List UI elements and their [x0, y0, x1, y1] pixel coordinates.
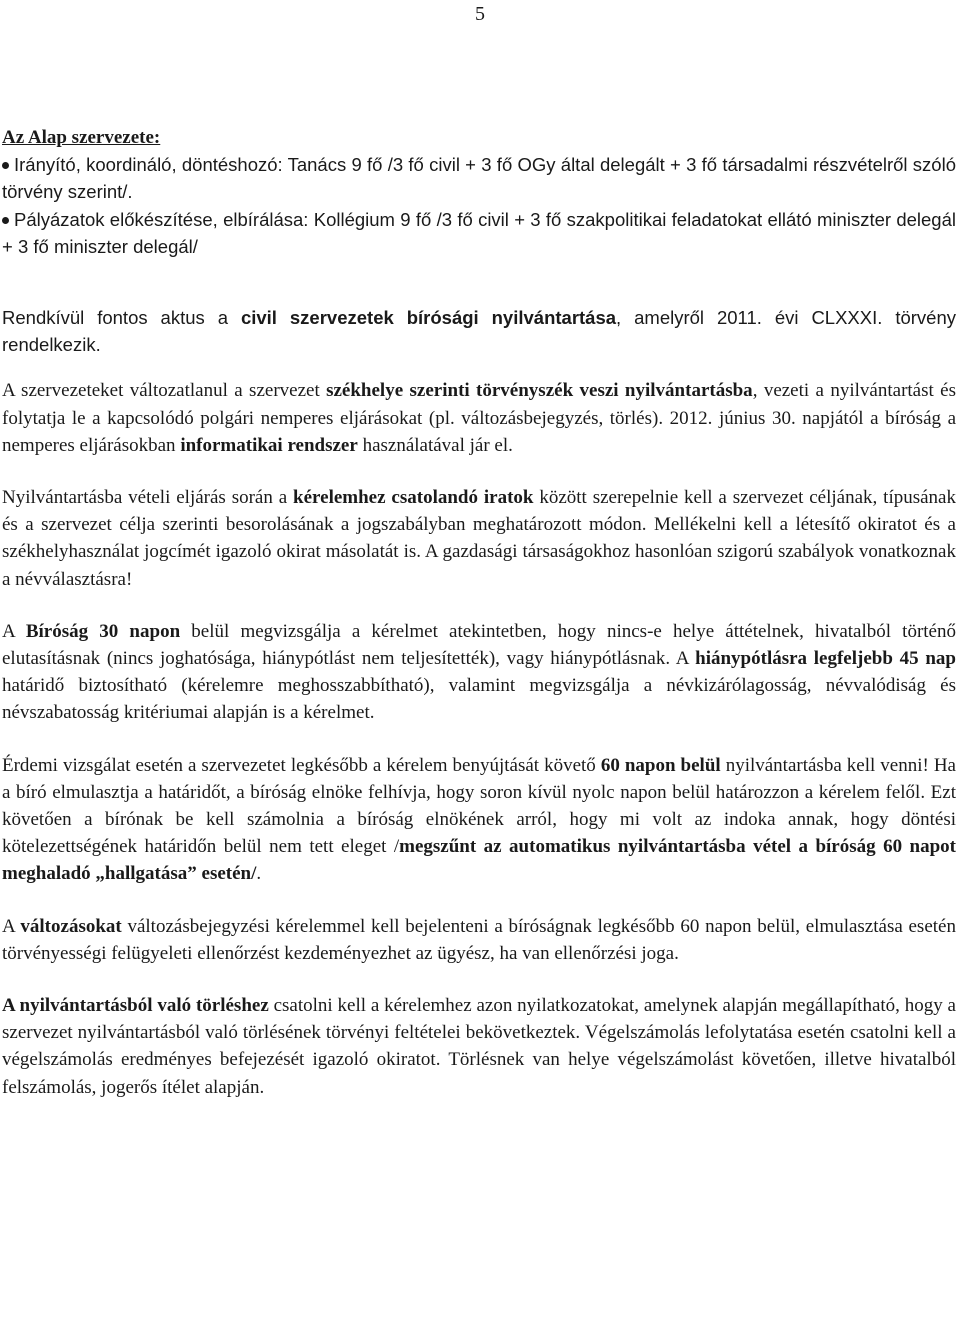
text-run: belül megvizsgálja a kérelmet atekintetben, hogy nincs-e helye áttételnek, hivatalból történő elutasításnak (nincs joghatósága, hiánypótlást nem teljesítették), vagy hiánypótlásnak. A	[2, 620, 956, 670]
paragraph-gap	[2, 888, 956, 913]
text-run: nyilvántartásba kell venni! Ha a bíró elmulasztja a határidőt, a bíróság elnöke felhívja, hogy soron kívül nyolc napon belül határozzon a kérelem felől. Ezt követően a bírónak be kell számolnia a bíróság elnökének arról, hogy mi volt az indoka annak, hogy döntési kötelezettségének határidőn belül nem tett eleget /	[2, 754, 956, 858]
emphasis: változásokat	[20, 915, 122, 937]
paragraph-deletion	[2, 992, 956, 1101]
text-run: A	[2, 915, 21, 937]
page-number: 5	[475, 3, 485, 25]
text-run: Érdemi vizsgálat esetén a szervezetet legkésőbb a kérelem benyújtását követő	[2, 754, 601, 776]
section-spacer	[2, 260, 956, 304]
text-run: Nyilvántartásba vételi eljárás során a	[2, 487, 294, 509]
emphasis: informatikai rendszer	[180, 434, 358, 456]
org-structure-heading: Az Alap szervezete:	[2, 127, 161, 148]
emphasis: hiánypótlásra legfeljebb 45 nap	[695, 648, 956, 670]
text-run: A szervezeteket változatlanul a szervezet	[2, 380, 327, 402]
emphasis: kérelemhez csatolandó iratok	[293, 487, 534, 509]
paragraph-registration	[2, 304, 956, 358]
text-run: A	[2, 620, 26, 642]
document-body	[2, 124, 956, 1101]
text-run: között szerepelnie kell a szervezet céljának, típusának és a szervezet célja szerinti besorolásának a jogszabályban meghatározott módon. Mellékelni kell a létesítő okiratot és a székhelyhasználat jogcímét igazoló okirat másolatát is. A gazdasági társaságokhoz hasonlóan szigorú szabályok vonatkoznak a névválasztásra!	[2, 487, 956, 590]
paragraph-examination	[2, 618, 956, 727]
text-run: , vezeti a nyilvántartást és folytatja le a kapcsolódó polgári nemperes eljárásokat (pl. változásbejegyzés, törlés). 2012. június 30. napjától a bíróság a nemperes eljárásokban	[2, 380, 956, 456]
council-text: Irányító, koordináló, döntéshozó: Tanács 9 fő /3 fő civil + 3 fő OGy által delegált + 3 fő társadalmi részvételről szóló törvény szerint/.	[2, 154, 956, 203]
paragraph-gap	[2, 358, 956, 377]
list-item	[2, 151, 956, 205]
emphasis: 60 napon belül	[600, 754, 721, 776]
paragraph-changes	[2, 913, 956, 967]
text-run: határidő biztosítható (kérelemre meghosszabbítható), valamint megvizsgálja a névkizárólagosság, névvalódiság és névszabatosság kritériumai alapján is a kérelmet.	[2, 675, 956, 724]
college-text: Pályázatok előkészítése, elbírálása: Kollégium 9 fő /3 fő civil + 3 fő szakpolitikai feladatokat ellátó miniszter delegál + 3 fő miniszter delegál/	[2, 208, 956, 257]
paragraph-gap	[2, 967, 956, 992]
text-run: használatával jár el.	[357, 434, 513, 456]
bullet-icon	[2, 162, 9, 169]
section-title	[2, 124, 956, 151]
paragraph-documents	[2, 484, 956, 593]
text-run: Rendkívül fontos aktus a	[2, 307, 241, 329]
text-run: .	[256, 863, 262, 885]
text-run: , amelyről 2011. évi CLXXXI. törvény rendelkezik.	[2, 307, 956, 356]
text-run: változásbejegyzési kérelemmel kell bejelenteni a bíróságnak legkésőbb 60 napon belül, elmulasztása esetén törvényességi felügyeleti ellenőrzést kezdeményezhet az ügyész, ha van ellenőrzési joga.	[2, 915, 956, 964]
emphasis: megszűnt az automatikus nyilvántartásba vétel a bíróság 60 napot meghaladó „hallgatása” esetén/	[2, 836, 956, 885]
emphasis: civil szervezetek bírósági nyilvántartása	[240, 307, 617, 329]
text-run: csatolni kell a kérelemhez azon nyilatkozatokat, amelynek alapján megállapítható, hogy a szervezet nyilvántartásból való törlésének törvényi feltételei bekövetkeztek. Végelszámolás lefolytatása esetén csatolni kell a végelszámolás eredményes befejezését igazoló okiratot. Törlésnek van helye végelszámolást követően, illetve hivatalból felszámolás, jogerős ítélet alapján.	[2, 995, 956, 1098]
emphasis: Bíróság 30 napon	[25, 620, 181, 642]
bullet-icon	[2, 217, 9, 224]
paragraph-gap	[2, 727, 956, 752]
paragraph-deadline	[2, 752, 956, 888]
emphasis: A nyilvántartásból való törléshez	[2, 995, 269, 1017]
list-item	[2, 206, 956, 260]
emphasis: székhelye szerinti törvényszék veszi nyilvántartásba	[326, 380, 753, 402]
paragraph-court	[2, 377, 956, 459]
paragraph-gap	[2, 459, 956, 484]
paragraph-gap	[2, 593, 956, 618]
